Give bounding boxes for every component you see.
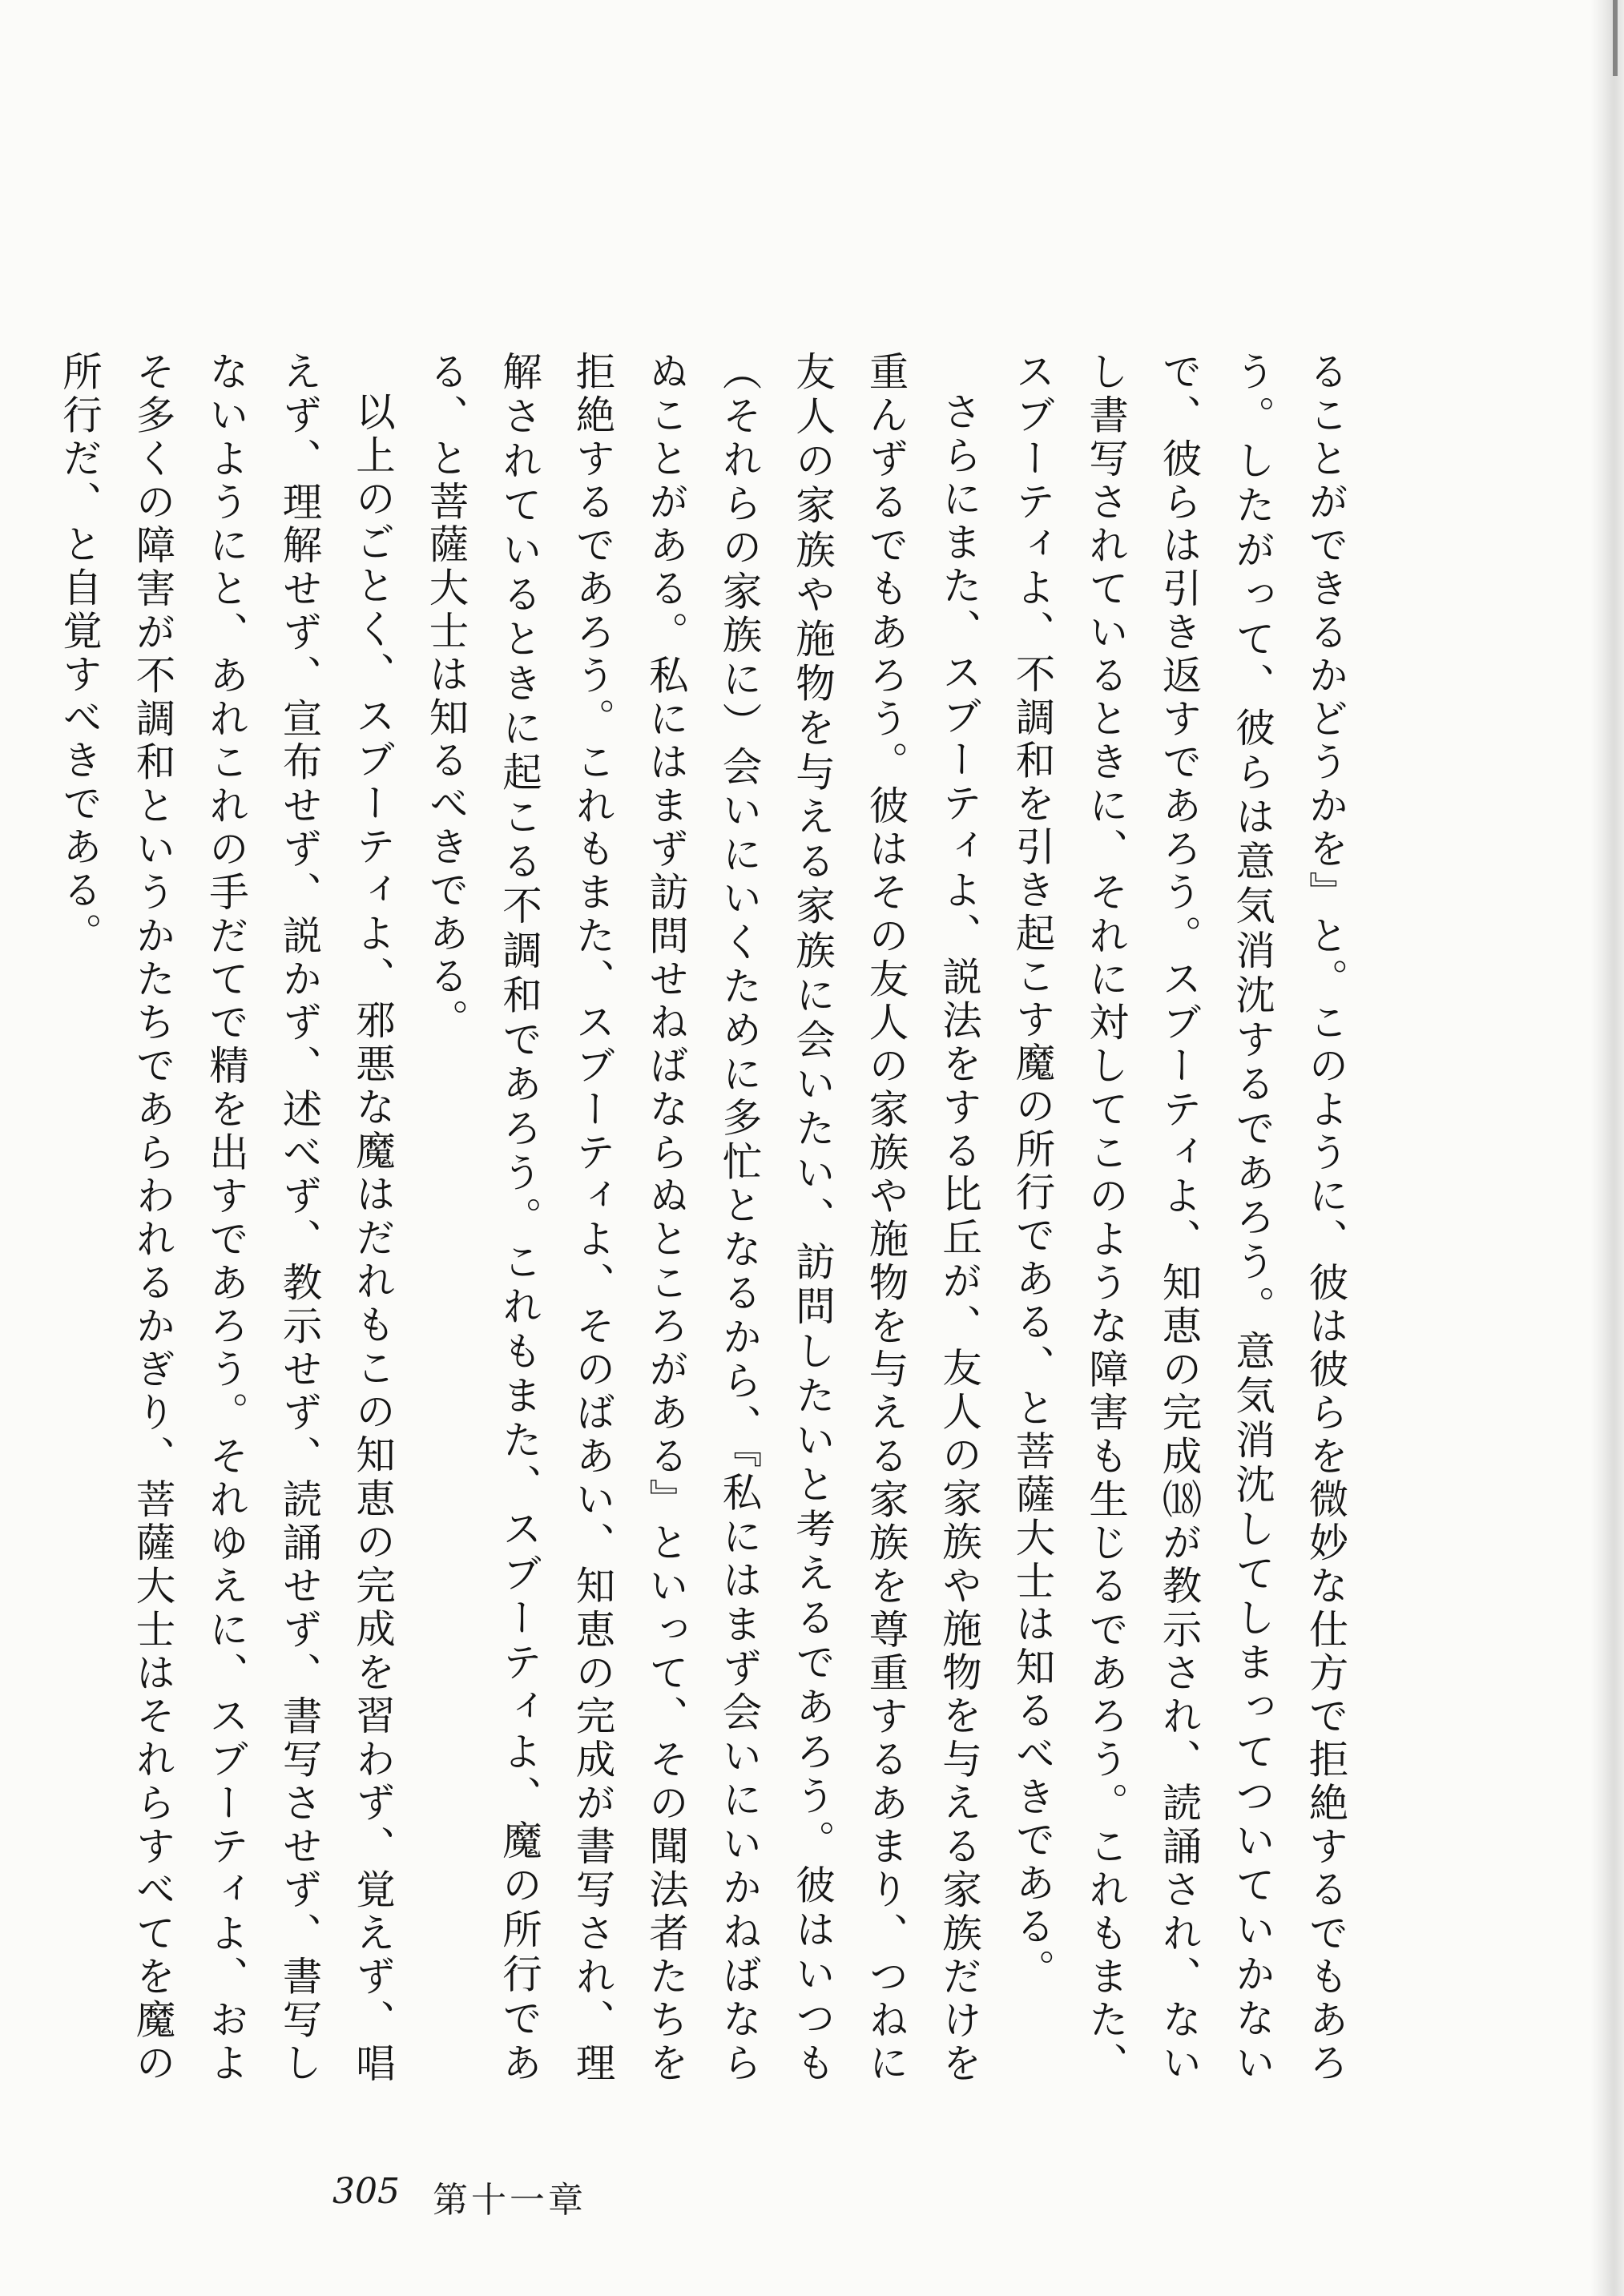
- paragraph-2: さらにまた、スブーティよ、説法をする比丘が、友人の家族や施物を与える家族だけを重んずるでもあろう。彼はその友人の家族や施物を与える家族を尊重するあまり、つねに友人の家族や施物を与える家族に会いたい、訪問したいと考えるであろう。彼はいつも（それらの家族に）会いにいくために多忙となるから、『私にはまず会いにいかねばならぬことがある。私にはまず訪問せねばならぬところがある』といって、その聞法者たちを拒絶するであろう。これもまた、スブーティよ、そのばあい、知恵の完成が書写され、理解されているときに起こる不調和であろう。これもまた、スブーティよ、魔の所行である、と菩薩大士は知るべきである。: [423, 351, 983, 2085]
- scan-edge-shadow: [1590, 0, 1624, 2296]
- scan-edge-mark: [1613, 0, 1618, 76]
- body-text: [56, 351, 1362, 2085]
- chapter-title: 第十一章: [433, 2180, 586, 2221]
- paragraph-1: ることができるかどうかを』と。このように、彼は彼らを微妙な仕方で拒絶するでもあろう。したがって、彼らは意気消沈するであろう。意気消沈してしまってついていかないで、彼らは引き返すであろう。スブーティよ、知恵の完成⒅が教示され、読誦され、ないし書写されているときに、それに対してこのような障害も生じるであろう。これもまた、スブーティよ、不調和を引き起こす魔の所行である、と菩薩大士は知るべきである。: [1009, 351, 1349, 2085]
- page-footer: [200, 2171, 1162, 2219]
- paragraph-3: 以上のごとく、スブーティよ、邪悪な魔はだれもこの知恵の完成を習わず、覚えず、唱えず、理解せず、宣布せず、説かず、述べず、教示せず、読誦せず、書写させず、書写しないようにと、あれこれの手だてで精を出すであろう。それゆえに、スブーティよ、およそ多くの障害が不調和というかたちであらわれるかぎり、菩薩大士はそれらすべてを魔の所行だ、と自覚すべきである。: [56, 351, 397, 2085]
- page-number: 305: [332, 2171, 400, 2212]
